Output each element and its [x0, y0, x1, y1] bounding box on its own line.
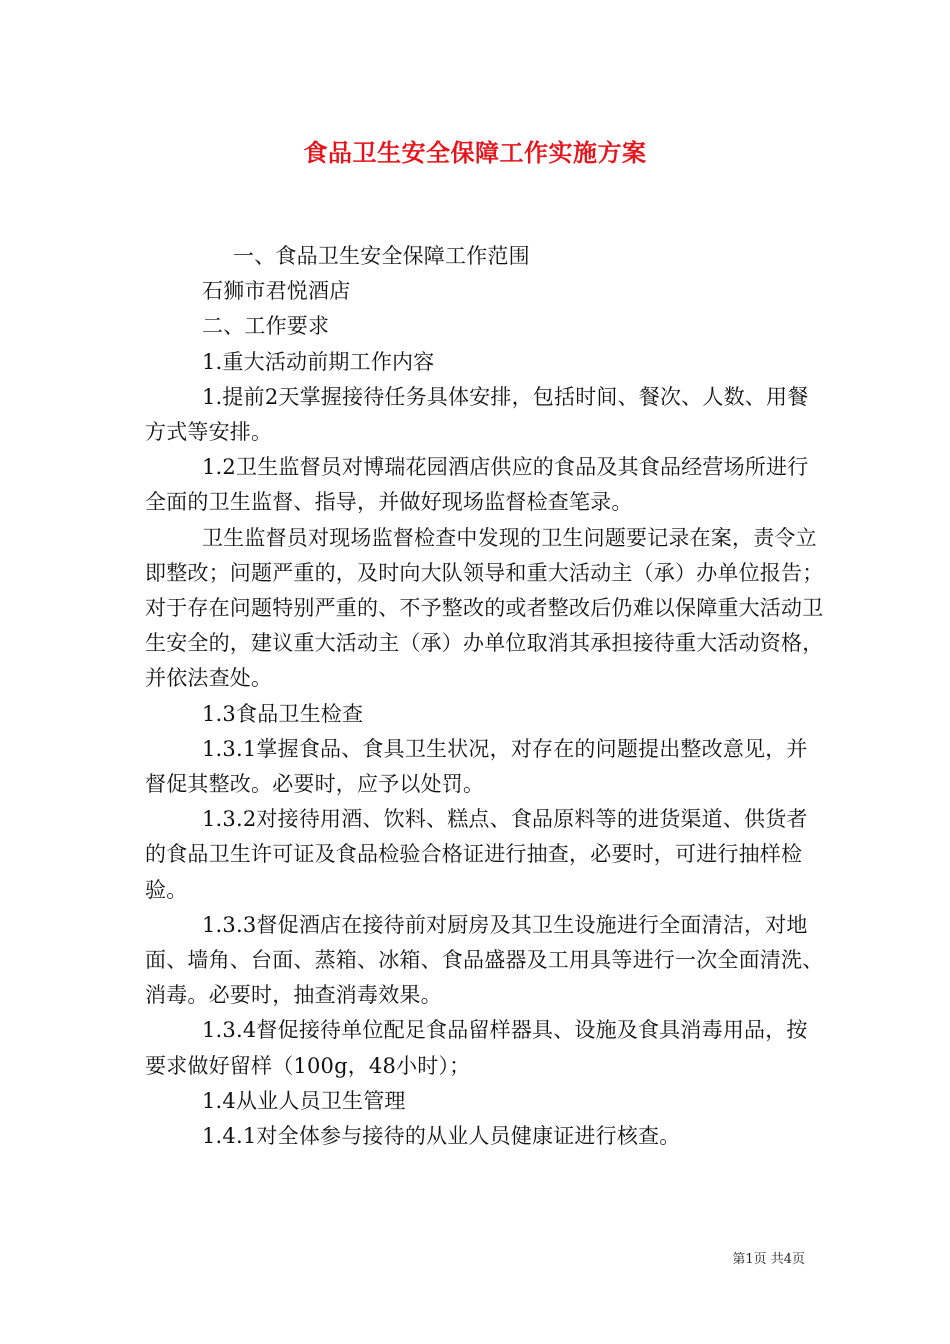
paragraph-1: 1.提前2天掌握接待任务具体安排，包括时间、餐次、人数、用餐方式等安排。: [145, 384, 809, 445]
subheading-1-4: 1.4从业人员卫生管理: [202, 1088, 406, 1113]
paragraph-1-3-3: 1.3.3督促酒店在接待前对厨房及其卫生设施进行全面清洁，对地面、墙角、台面、蒸箱、冰箱、食品盛器及工用具等进行一次全面清洗、消毒。必要时，抽查消毒效果。: [145, 912, 824, 1008]
subheading-1-3: 1.3食品卫生检查: [202, 701, 364, 726]
paragraph-venue: 石狮市君悦酒店: [202, 279, 351, 304]
paragraph-inspector-duty: 卫生监督员对现场监督检查中发现的卫生问题要记录在案，责令立即整改；问题严重的，及时向大队领导和重大活动主（承）办单位报告；对于存在问题特别严重的、不予整改的或者整改后仍难以保障重大活动卫生安全的，建议重大活动主（承）办单位取消其承担接待重大活动资格，并依法查处。: [145, 525, 824, 691]
paragraph-1-3-1: 1.3.1掌握食品、食具卫生状况，对存在的问题提出整改意见，并督促其整改。必要时，应予以处罚。: [145, 736, 808, 797]
document-title: 食品卫生安全保障工作实施方案: [303, 138, 647, 167]
section-heading-requirements: 二、工作要求: [202, 314, 330, 339]
paragraph-1-3-2: 1.3.2对接待用酒、饮料、糕点、食品原料等的进货渠道、供货者的食品卫生许可证及食品检验合格证进行抽查，必要时，可进行抽样检验。: [145, 807, 808, 902]
page-number: 第1页 共4页: [732, 1252, 805, 1267]
document-body: [145, 239, 825, 1154]
paragraph-1-3-4: 1.3.4督促接待单位配足食品留样器具、设施及食具消毒用品，按要求做好留样（100g，48小时）；: [145, 1018, 808, 1078]
paragraph-1-2: 1.2卫生监督员对博瑞花园酒店供应的食品及其食品经营场所进行全面的卫生监督、指导，并做好现场监督检查笔录。: [145, 455, 809, 515]
section-heading-scope: 一、食品卫生安全保障工作范围: [233, 244, 530, 268]
paragraph-1-4-1: 1.4.1对全体参与接待的从业人员健康证进行核查。: [202, 1124, 681, 1149]
subheading-preparation: 1.重大活动前期工作内容: [202, 349, 435, 374]
